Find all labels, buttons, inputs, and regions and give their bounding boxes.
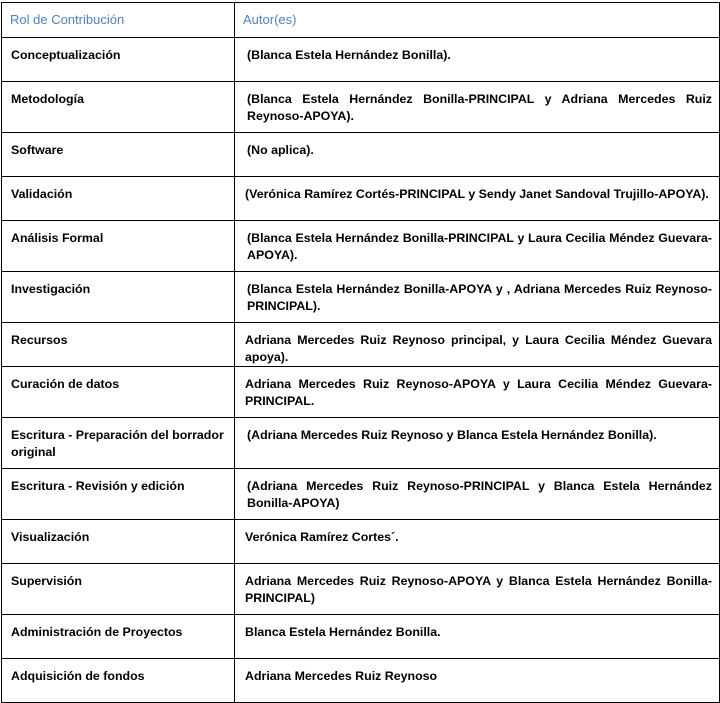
table-row xyxy=(2,177,720,221)
table-row xyxy=(2,323,720,367)
role-cell: Escritura - Preparación del borrador original xyxy=(2,418,235,469)
role-cell: Metodología xyxy=(2,82,235,133)
author-cell: Adriana Mercedes Ruiz Reynoso xyxy=(235,659,720,703)
author-cell: (Blanca Estela Hernández Bonilla-PRINCIPAL y Laura Cecilia Méndez Guevara-APOYA). xyxy=(235,221,720,272)
author-cell: (Adriana Mercedes Ruiz Reynoso-PRINCIPAL y Blanca Estela Hernández Bonilla-APOYA) xyxy=(235,469,720,520)
author-cell: Verónica Ramírez Cortes´. xyxy=(235,520,720,564)
author-cell: (Blanca Estela Hernández Bonilla). xyxy=(235,38,720,82)
author-cell: Adriana Mercedes Ruiz Reynoso-APOYA y Blanca Estela Hernández Bonilla-PRINCIPAL) xyxy=(235,564,720,615)
role-cell: Conceptualización xyxy=(2,38,235,82)
header-author: Autor(es) xyxy=(235,3,720,38)
table-row xyxy=(2,418,720,469)
table-row xyxy=(2,272,720,323)
table-row xyxy=(2,133,720,177)
role-cell: Escritura - Revisión y edición xyxy=(2,469,235,520)
table-row xyxy=(2,82,720,133)
author-cell: (No aplica). xyxy=(235,133,720,177)
role-cell: Visualización xyxy=(2,520,235,564)
header-row xyxy=(2,3,720,38)
role-cell: Software xyxy=(2,133,235,177)
role-cell: Investigación xyxy=(2,272,235,323)
author-cell: Adriana Mercedes Ruiz Reynoso-APOYA y Laura Cecilia Méndez Guevara-PRINCIPAL. xyxy=(235,367,720,418)
role-cell: Administración de Proyectos xyxy=(2,615,235,659)
table-row xyxy=(2,564,720,615)
author-cell: Blanca Estela Hernández Bonilla. xyxy=(235,615,720,659)
table-row xyxy=(2,469,720,520)
table-row xyxy=(2,38,720,82)
table-row xyxy=(2,367,720,418)
role-cell: Análisis Formal xyxy=(2,221,235,272)
table-row xyxy=(2,615,720,659)
role-cell: Validación xyxy=(2,177,235,221)
role-cell: Adquisición de fondos xyxy=(2,659,235,703)
author-cell: (Blanca Estela Hernández Bonilla-APOYA y , Adriana Mercedes Ruiz Reynoso-PRINCIPAL). xyxy=(235,272,720,323)
role-cell: Supervisión xyxy=(2,564,235,615)
role-cell: Curación de datos xyxy=(2,367,235,418)
author-cell: (Blanca Estela Hernández Bonilla-PRINCIPAL y Adriana Mercedes Ruiz Reynoso-APOYA). xyxy=(235,82,720,133)
author-cell: Adriana Mercedes Ruiz Reynoso principal, y Laura Cecilia Méndez Guevara apoya). xyxy=(235,323,720,367)
header-role: Rol de Contribución xyxy=(2,3,235,38)
author-cell: (Verónica Ramírez Cortés-PRINCIPAL y Sendy Janet Sandoval Trujillo-APOYA). xyxy=(235,177,720,221)
author-cell: (Adriana Mercedes Ruiz Reynoso y Blanca Estela Hernández Bonilla). xyxy=(235,418,720,469)
table-row xyxy=(2,221,720,272)
table-row xyxy=(2,659,720,703)
contribution-table xyxy=(1,2,720,703)
table-row xyxy=(2,520,720,564)
role-cell: Recursos xyxy=(2,323,235,367)
